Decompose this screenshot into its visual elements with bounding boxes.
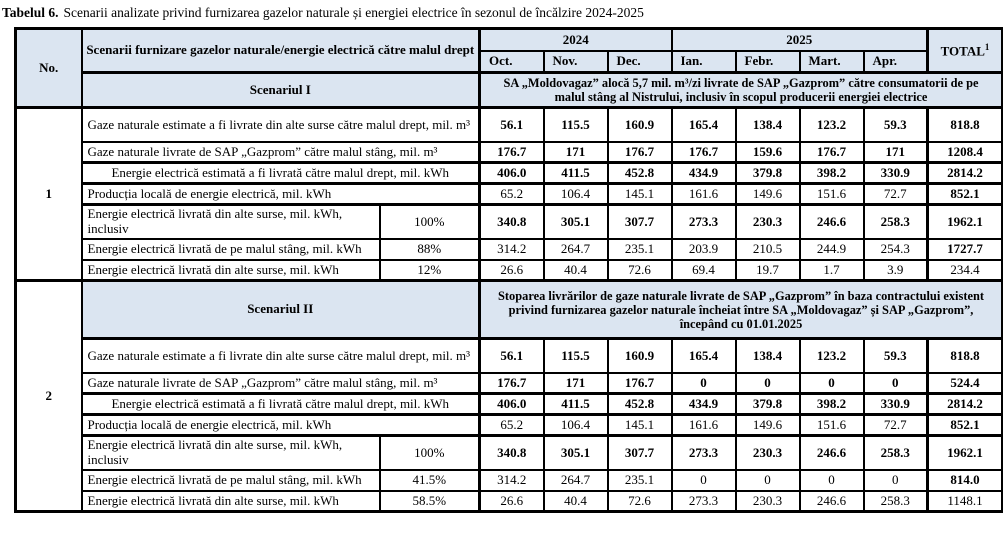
month-header-apr: Apr. xyxy=(864,51,928,73)
value-cell: 203.9 xyxy=(672,239,736,260)
value-cell: 160.9 xyxy=(608,108,672,142)
month-header-febr: Febr. xyxy=(736,51,800,73)
value-cell: 0 xyxy=(672,470,736,491)
total-cell: 818.8 xyxy=(928,108,1003,142)
table-row xyxy=(16,239,1003,260)
value-cell: 176.7 xyxy=(672,142,736,163)
value-cell: 56.1 xyxy=(480,108,544,142)
value-cell: 59.3 xyxy=(864,108,928,142)
value-cell: 40.4 xyxy=(544,491,608,512)
month-header-oct: Oct. xyxy=(480,51,544,73)
value-cell: 264.7 xyxy=(544,470,608,491)
value-cell: 145.1 xyxy=(608,415,672,436)
value-cell: 0 xyxy=(736,373,800,394)
value-cell: 258.3 xyxy=(864,205,928,239)
row-label: Energie electrică livrată din alte surse, mil. kWh, inclusiv xyxy=(82,436,380,470)
value-cell: 330.9 xyxy=(864,163,928,184)
value-cell: 138.4 xyxy=(736,108,800,142)
value-cell: 314.2 xyxy=(480,470,544,491)
value-cell: 0 xyxy=(736,470,800,491)
table-row xyxy=(16,184,1003,205)
value-cell: 0 xyxy=(864,470,928,491)
total-cell: 1962.1 xyxy=(928,436,1003,470)
value-cell: 65.2 xyxy=(480,184,544,205)
value-cell: 106.4 xyxy=(544,415,608,436)
value-cell: 452.8 xyxy=(608,394,672,415)
table-row xyxy=(16,339,1003,373)
total-cell: 1148.1 xyxy=(928,491,1003,512)
row-label: Gaze naturale estimate a fi livrate din alte surse către malul drept, mil. m³ xyxy=(82,339,480,373)
value-cell: 411.5 xyxy=(544,394,608,415)
value-cell: 171 xyxy=(544,373,608,394)
value-cell: 244.9 xyxy=(800,239,864,260)
value-cell: 210.5 xyxy=(736,239,800,260)
row-label: Energie electrică livrată din alte surse, mil. kWh xyxy=(82,260,380,281)
value-cell: 0 xyxy=(800,470,864,491)
value-cell: 59.3 xyxy=(864,339,928,373)
value-cell: 3.9 xyxy=(864,260,928,281)
scenario-1-band xyxy=(16,73,1003,108)
row-label: Energie electrică livrată din alte surse, mil. kWh xyxy=(82,491,380,512)
value-cell: 171 xyxy=(864,142,928,163)
month-header-nov: Nov. xyxy=(544,51,608,73)
value-cell: 69.4 xyxy=(672,260,736,281)
value-cell: 398.2 xyxy=(800,163,864,184)
value-cell: 176.7 xyxy=(480,373,544,394)
no-column-header: No. xyxy=(16,29,82,108)
value-cell: 258.3 xyxy=(864,491,928,512)
value-cell: 314.2 xyxy=(480,239,544,260)
scenarios-table xyxy=(14,27,1003,513)
value-cell: 406.0 xyxy=(480,394,544,415)
value-cell: 65.2 xyxy=(480,415,544,436)
scenario-1-description: SA „Moldovagaz” alocă 5,7 mil. m³/zi livrate de SAP „Gazprom” către consumatorii de pe malul stâng al Nistrului, inclusiv în scopul producerii energiei electrice xyxy=(480,73,1003,108)
scenario-2-number-cell: 2 xyxy=(16,281,82,512)
row-label: Gaze naturale livrate de SAP „Gazprom” către malul stâng, mil. m³ xyxy=(82,142,480,163)
table-row xyxy=(16,260,1003,281)
value-cell: 176.7 xyxy=(608,373,672,394)
scenario-1-number-cell: 1 xyxy=(16,108,82,281)
value-cell: 230.3 xyxy=(736,205,800,239)
table-title xyxy=(2,5,1003,21)
value-cell: 106.4 xyxy=(544,184,608,205)
percent-cell: 41.5% xyxy=(380,470,480,491)
percent-cell: 58.5% xyxy=(380,491,480,512)
row-label: Gaze naturale estimate a fi livrate din alte surse către malul drept, mil. m³ xyxy=(82,108,480,142)
row-label: Gaze naturale livrate de SAP „Gazprom” către malul stâng, mil. m³ xyxy=(82,373,480,394)
total-cell: 1727.7 xyxy=(928,239,1003,260)
value-cell: 176.7 xyxy=(480,142,544,163)
table-title-text: Scenarii analizate privind furnizarea gazelor naturale și energiei electrice în sezonul de încălzire 2024-2025 xyxy=(63,5,644,20)
value-cell: 406.0 xyxy=(480,163,544,184)
value-cell: 330.9 xyxy=(864,394,928,415)
row-label: Energie electrică estimată a fi livrată către malul drept, mil. kWh xyxy=(82,163,480,184)
value-cell: 171 xyxy=(544,142,608,163)
value-cell: 151.6 xyxy=(800,415,864,436)
value-cell: 176.7 xyxy=(608,142,672,163)
value-cell: 72.7 xyxy=(864,184,928,205)
percent-cell: 100% xyxy=(380,205,480,239)
value-cell: 305.1 xyxy=(544,436,608,470)
table-row xyxy=(16,491,1003,512)
scenario-2-name: Scenariul II xyxy=(82,281,480,339)
table-row xyxy=(16,142,1003,163)
total-cell: 1962.1 xyxy=(928,205,1003,239)
total-cell: 234.4 xyxy=(928,260,1003,281)
total-cell: 852.1 xyxy=(928,415,1003,436)
table-row xyxy=(16,163,1003,184)
value-cell: 26.6 xyxy=(480,491,544,512)
value-cell: 340.8 xyxy=(480,436,544,470)
value-cell: 307.7 xyxy=(608,205,672,239)
value-cell: 379.8 xyxy=(736,394,800,415)
value-cell: 273.3 xyxy=(672,491,736,512)
value-cell: 145.1 xyxy=(608,184,672,205)
value-cell: 123.2 xyxy=(800,339,864,373)
value-cell: 161.6 xyxy=(672,184,736,205)
value-cell: 72.7 xyxy=(864,415,928,436)
value-cell: 0 xyxy=(864,373,928,394)
value-cell: 165.4 xyxy=(672,108,736,142)
scenarios-column-header: Scenarii furnizare gazelor naturale/energie electrică către malul drept xyxy=(82,29,480,73)
total-cell: 2814.2 xyxy=(928,163,1003,184)
row-label: Energie electrică livrată de pe malul stâng, mil. kWh xyxy=(82,470,380,491)
value-cell: 452.8 xyxy=(608,163,672,184)
percent-cell: 88% xyxy=(380,239,480,260)
value-cell: 161.6 xyxy=(672,415,736,436)
row-label: Producția locală de energie electrică, mil. kWh xyxy=(82,415,480,436)
value-cell: 40.4 xyxy=(544,260,608,281)
value-cell: 56.1 xyxy=(480,339,544,373)
total-header-label: TOTAL xyxy=(940,43,985,59)
row-label: Energie electrică estimată a fi livrată către malul drept, mil. kWh xyxy=(82,394,480,415)
value-cell: 138.4 xyxy=(736,339,800,373)
value-cell: 1.7 xyxy=(800,260,864,281)
value-cell: 72.6 xyxy=(608,260,672,281)
total-cell: 1208.4 xyxy=(928,142,1003,163)
row-label: Energie electrică livrată din alte surse, mil. kWh, inclusiv xyxy=(82,205,380,239)
value-cell: 273.3 xyxy=(672,436,736,470)
value-cell: 305.1 xyxy=(544,205,608,239)
value-cell: 0 xyxy=(672,373,736,394)
value-cell: 246.6 xyxy=(800,205,864,239)
value-cell: 123.2 xyxy=(800,108,864,142)
total-header xyxy=(928,29,1003,73)
value-cell: 411.5 xyxy=(544,163,608,184)
row-label: Energie electrică livrată de pe malul stâng, mil. kWh xyxy=(82,239,380,260)
value-cell: 273.3 xyxy=(672,205,736,239)
value-cell: 149.6 xyxy=(736,415,800,436)
value-cell: 254.3 xyxy=(864,239,928,260)
value-cell: 149.6 xyxy=(736,184,800,205)
table-row xyxy=(16,415,1003,436)
scenario-1-name: Scenariul I xyxy=(82,73,480,108)
table-row xyxy=(16,470,1003,491)
value-cell: 19.7 xyxy=(736,260,800,281)
row-label: Producția locală de energie electrică, mil. kWh xyxy=(82,184,480,205)
value-cell: 264.7 xyxy=(544,239,608,260)
total-cell: 524.4 xyxy=(928,373,1003,394)
value-cell: 398.2 xyxy=(800,394,864,415)
month-header-dec: Dec. xyxy=(608,51,672,73)
table-row xyxy=(16,205,1003,239)
header-row-years xyxy=(16,29,1003,51)
table-row xyxy=(16,436,1003,470)
table-row xyxy=(16,373,1003,394)
value-cell: 340.8 xyxy=(480,205,544,239)
month-header-mart: Mart. xyxy=(800,51,864,73)
total-cell: 818.8 xyxy=(928,339,1003,373)
percent-cell: 100% xyxy=(380,436,480,470)
value-cell: 72.6 xyxy=(608,491,672,512)
total-cell: 852.1 xyxy=(928,184,1003,205)
value-cell: 230.3 xyxy=(736,436,800,470)
percent-cell: 12% xyxy=(380,260,480,281)
total-cell: 2814.2 xyxy=(928,394,1003,415)
value-cell: 176.7 xyxy=(800,142,864,163)
value-cell: 434.9 xyxy=(672,163,736,184)
scenario-2-description: Stoparea livrărilor de gaze naturale livrate de SAP „Gazprom” în baza contractului existent privind furnizarea gazelor naturale încheiat între SA „Moldovagaz” și SAP „Gazprom”, începând cu 01.01.2025 xyxy=(480,281,1003,339)
year-2025-header: 2025 xyxy=(672,29,928,51)
table-row xyxy=(16,108,1003,142)
value-cell: 246.6 xyxy=(800,491,864,512)
value-cell: 307.7 xyxy=(608,436,672,470)
value-cell: 379.8 xyxy=(736,163,800,184)
value-cell: 115.5 xyxy=(544,108,608,142)
total-header-footnote: 1 xyxy=(984,42,990,53)
total-cell: 814.0 xyxy=(928,470,1003,491)
table-title-prefix: Tabelul 6. xyxy=(2,5,59,20)
value-cell: 0 xyxy=(800,373,864,394)
value-cell: 151.6 xyxy=(800,184,864,205)
value-cell: 159.6 xyxy=(736,142,800,163)
value-cell: 434.9 xyxy=(672,394,736,415)
table-row xyxy=(16,394,1003,415)
value-cell: 246.6 xyxy=(800,436,864,470)
value-cell: 235.1 xyxy=(608,470,672,491)
scenario-2-band xyxy=(16,281,1003,339)
value-cell: 258.3 xyxy=(864,436,928,470)
month-header-ian: Ian. xyxy=(672,51,736,73)
value-cell: 235.1 xyxy=(608,239,672,260)
value-cell: 160.9 xyxy=(608,339,672,373)
year-2024-header: 2024 xyxy=(480,29,672,51)
value-cell: 115.5 xyxy=(544,339,608,373)
value-cell: 26.6 xyxy=(480,260,544,281)
value-cell: 230.3 xyxy=(736,491,800,512)
value-cell: 165.4 xyxy=(672,339,736,373)
